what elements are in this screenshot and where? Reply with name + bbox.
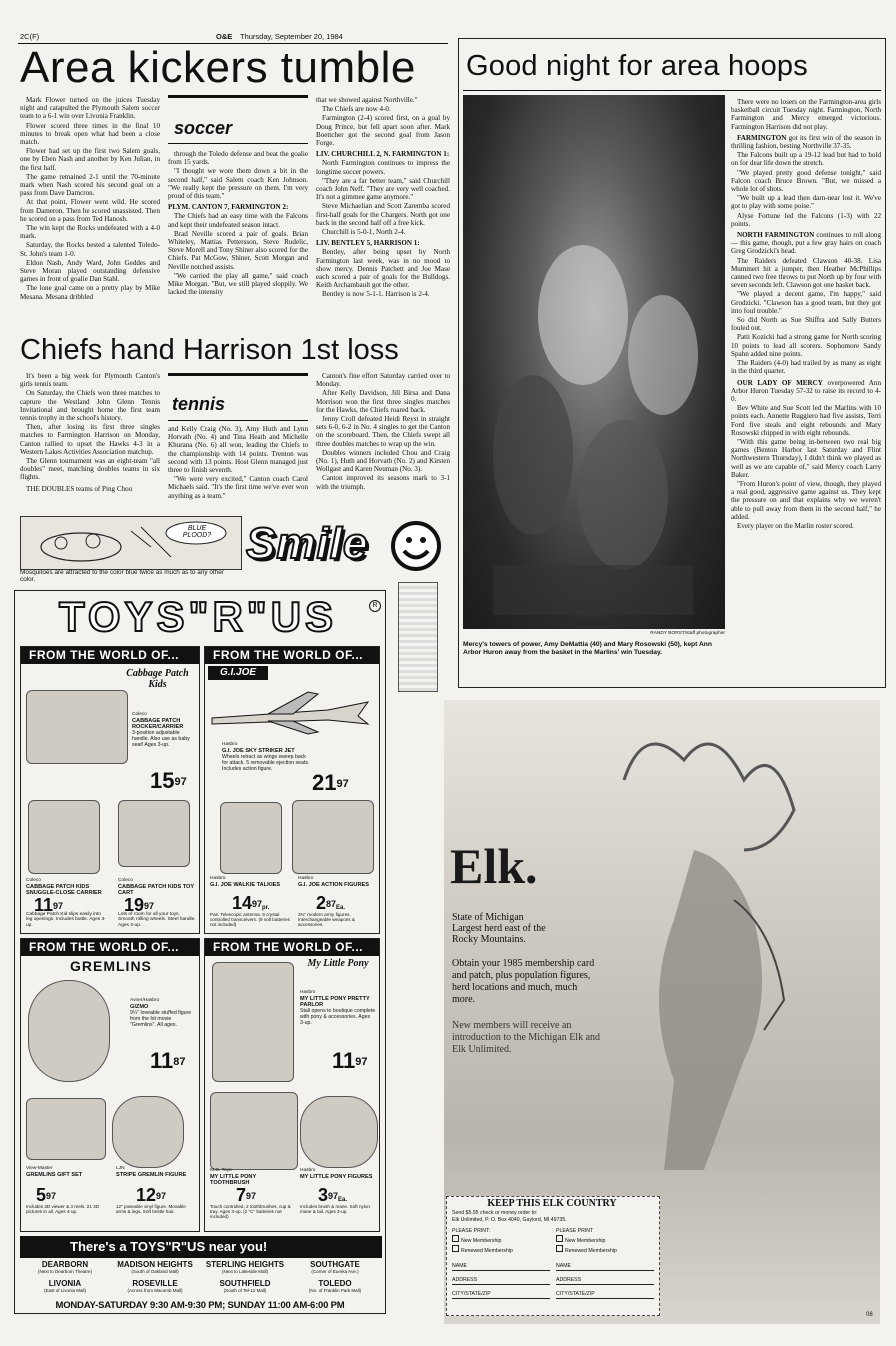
product-pony-figures: Hasbro MY LITTLE PONY FIGURES (300, 1168, 373, 1180)
product-pretty-parlor: Hasbro MY LITTLE PONY PRETTY PARLOR Stall opens to boutique complete with pony & accessories. Ages 3-up. (300, 990, 376, 1026)
store-madison-heights: MADISON HEIGHTS (South of Oakland Mall) (117, 1260, 193, 1274)
desc-stripe-figure: 12" poseable vinyl figure. Movable arms & legs. Soft bristle hair. (116, 1204, 186, 1215)
soccer-column-1: Mark Flower turned on the juices Tuesday night and catapulted the Plymouth Salem soccer team to a 6-1 win over Livonia Franklin. Flower scored three times in the final 10 minutes to break open what had been a close match. Flower had set up the first two Salem goals, one by Eben Nash and another by Ken Julian, in the first half. The game remained 2-1 until the 70-minute mark when Nash scored his second goal on a pass from Dave Damcron. At that point, Flower went wild. He scored from Dameron. Then he scored unassisted. Then he scored on a pass from Ted Hanosh. The win kept the Rocks undefeated with a 4-0 mark. Saturday, the Rocks bested a talented Toledo-St. John's team 1-0. Eldon Nash, Andy Ward, John Geddes and Steve Moran played outstanding defensive games in front of goalie Dan Stahl. The lone goal came on a pretty play by Mike Mesana. Mesana dribbled (20, 96, 160, 301)
coupon-send-line: Send $5.95 check or money order to: (452, 1210, 538, 1216)
product-rocker-carrier: Coleco CABBAGE PATCH ROCKER/CARRIER 3-position adjustable handle. Also use as baby seat! Ages 3-up. (132, 712, 190, 748)
store-toledo: TOLEDO (No. of Franklin Park Mall) (308, 1279, 362, 1293)
page-date: Thursday, September 20, 1984 (240, 32, 343, 41)
product-stripe-figure: LJN STRIPE GREMLIN FIGURE (116, 1166, 187, 1178)
tennis-label: tennis (172, 394, 226, 414)
smile-logo: Smile (246, 519, 369, 568)
price-stripe-figure: $12^{97}$ (136, 1185, 167, 1205)
store-southfield: SOUTHFIELD (South of Tel-12 Mall) (219, 1279, 271, 1293)
price-rocker-carrier: $15^{97}$ (150, 768, 187, 793)
registered-mark: R (369, 600, 381, 612)
soccer-column-3: that we showed against Northville." The Chiefs are now 4-0. Farmington (2-4) scored first, on a goal by Doug Prince, but fell apart soon after. Mark Boettcher got the second goal from Jason Forge. LIV. CHURCHILL 2, N. FARMINGTON 1: North Farmington continues to impress the longtime soccer powers. "They are a far better team," said Churchill coach John Neff. "They are very well coached. It's not a gimmee game anymore." Steve Michaelian and Scott Zaremba scored first-half goals for the Chargers. North got one back in the second half off a free kick. Churchill is 5-0-1, North 2-4. LIV. BENTLEY 5, HARRISON 1: Bentley, after being upset by North Farmington last week, was in no mood to show mercy. Dennis Patchett and Joe Mase each scored a pair of goals for the Bulldogs. Keith Archambault got the other. Bentley is now 5-1-1. Harrison is 2-4. (316, 96, 450, 299)
desc-walkie-talkies: Pair. Telescopic antenna. 9 crystal controlled transceivers. (9 volt batteries not included) (210, 912, 290, 928)
coupon-form-right: PLEASE PRINT New Membership Renewed Membership NAME ADDRESS CITY/STATE/ZIP (556, 1228, 654, 1299)
smile-cartoon (20, 516, 242, 570)
checkbox-renewed-membership-2[interactable] (556, 1245, 563, 1252)
smiley-face-icon (390, 520, 442, 572)
checkbox-new-membership[interactable] (452, 1235, 459, 1242)
tennis-headline: Chiefs hand Harrison 1st loss (20, 334, 399, 366)
desc-toy-cart: Lots of room for all your toys. Smooth rolling wheels. Steel handle. Ages 3-up. (118, 912, 196, 928)
price-sky-striker: $21^{97}$ (312, 770, 349, 795)
page-footer-mark: 08 (866, 1312, 873, 1318)
sky-striker-jet-illustration (208, 688, 376, 738)
city-state-zip-field-2[interactable]: CITY/STATE/ZIP (556, 1291, 654, 1299)
checkbox-renewed-membership[interactable] (452, 1245, 459, 1252)
near-you-text: There's a TOYS"R"US near you! (70, 1239, 268, 1254)
tennis-column-2: and Kelly Craig (No. 3), Amy Huth and Lynn Horvath (No. 4) and Tina Heath and Michelle Khurana (No. 6) all won, leading the Chiefs to the championship with 14 points. Trenton was second with 13 points. Host Glenn managed just three to finish seventh. "We were very excited," Canton coach Carol Michaels said. "It's the first time we've ever won anything as a team." (168, 425, 308, 500)
name-field[interactable]: NAME (452, 1263, 550, 1271)
tennis-column-3: Canton's fine effort Saturday carried over to Monday. After Kelly Davidson, Jill Birsa and Dana Morrison won the first three singles matches for the Hawks, the Chiefs roared back. Jenny Croll defeated Heidi Reyst in straight sets 6-0, 6-2 in No. 4 singles to get the Canton on the scoreboard. Then, the Chiefs swept all three doubles matches to wrap up the win. Doubles winners included Chou and Craig (No. 1), Huth and Horvath (No. 2) and Kirsten Wollgast and Karen Neuman (No. 3). Canton improved its seasons mark to 3-1 with the triumph. (316, 372, 450, 491)
elk-body-2: New members will receive an introduction to the Michigan Elk and Elk Unlimited. (452, 1020, 601, 1055)
price-pony-figures: $3^{97}Ea$. (318, 1185, 348, 1205)
pretty-parlor-illustration (212, 962, 294, 1082)
store-dearborn: DEARBORN (Next to Dearborn Theatre) (38, 1260, 92, 1274)
product-walkie-talkies: Hasbro G.I. JOE WALKIE TALKIES (210, 876, 281, 888)
section-header-1: FROM THE WORLD OF... (21, 647, 199, 664)
page-header (20, 30, 440, 42)
pony-figures-illustration (300, 1096, 378, 1168)
gremlins-logo: GREMLINS (70, 958, 152, 974)
product-toy-cart: Coleco CABBAGE PATCH KIDS TOY CART (118, 878, 195, 896)
basketball-photo (463, 95, 725, 629)
walkie-talkies-illustration (220, 802, 282, 874)
action-figures-illustration (292, 800, 374, 874)
section-header-4: FROM THE WORLD OF... (205, 939, 379, 956)
section-header-2: FROM THE WORLD OF... (205, 647, 379, 664)
rocker-carrier-illustration (26, 690, 128, 764)
product-gizmo: Avner/Hasbro GIZMO 9¼" loveable stuffed figure from the hit movie "Gremlins". All ages. (130, 998, 192, 1028)
address-field[interactable]: ADDRESS (452, 1277, 550, 1285)
gi-joe-logo: G.I.JOE (208, 666, 268, 680)
tennis-column-1: It's been a big week for Plymouth Canton's girls tennis team. On Saturday, the Chiefs won three matches to capture the Westland John Glenn Tennis Invitational and brought home the first team tennis trophy in the school's history. Then, after losing its first three singles matches to Farmington Harrison on Monday, Canton rallied to upset the Hawks 4-3 in a Western Lakes Activities Association matchup. The Glenn tournament was an eight-team "all doubles" meet, matching doubles teams in six flights. THE DOUBLES teams of Ping Chou (20, 372, 160, 493)
city-state-zip-field[interactable]: CITY/STATE/ZIP (452, 1291, 550, 1299)
soccer-headline: Area kickers tumble (20, 43, 416, 92)
desc-snuggle-carrier: Cabbage Patch Kid slips easily into leg openings. Includes bottle. Ages 3-up. (26, 912, 106, 928)
store-list (20, 1260, 382, 1298)
paper-name: O&E (216, 32, 233, 41)
desc-pony-figures: Includes brush & mane. Soft nylon mane & tail. Ages 3-up. (300, 1204, 370, 1215)
cabbage-patch-logo: Cabbage Patch Kids (126, 668, 189, 690)
store-roseville: ROSEVILLE (Across from Macomb Mall) (127, 1279, 183, 1293)
players-silhouette (463, 95, 725, 629)
price-pretty-parlor: $11^{97}$ (332, 1048, 368, 1073)
cartoon-bubble-text: BLUE PLOOD? (182, 525, 212, 539)
elk-title: Elk. (450, 838, 538, 894)
price-toothbrush: $7^{97}$ (236, 1185, 257, 1205)
store-southgate: SOUTHGATE (Corner of Eureka Ave.) (310, 1260, 360, 1274)
toothbrush-illustration (210, 1092, 298, 1170)
hoops-headline: Good night for area hoops (466, 50, 808, 82)
coupon-heading: KEEP THIS ELK COUNTRY (487, 1198, 617, 1209)
gizmo-illustration (28, 980, 110, 1082)
name-field-2[interactable]: NAME (556, 1263, 654, 1271)
my-little-pony-logo: My Little Pony (307, 958, 369, 969)
price-gift-set: $5^{97}$ (36, 1185, 57, 1205)
price-gizmo: $11^{87}$ (150, 1048, 186, 1073)
coupon-form-left: PLEASE PRINT: New Membership Renewed Membership NAME ADDRESS CITY/STATE/ZIP (452, 1228, 550, 1299)
store-livonia: LIVONIA (East of Livonia Mall) (43, 1279, 87, 1293)
price-toy-cart: $19^{97}$ (124, 895, 155, 915)
product-snuggle-carrier: Coleco CABBAGE PATCH KIDS SNUGGLE-CLOSE CARRIER (26, 878, 102, 896)
price-snuggle-carrier: $11^{97}$ (34, 895, 64, 915)
product-action-figures: Hasbro G.I. JOE ACTION FIGURES (298, 876, 369, 888)
desc-action-figures: 3¾" modern army figures. Interchangeable weapons & accessories. (298, 912, 355, 928)
product-toothbrush: M.G. Toys MY LITTLE PONY TOOTHBRUSH (210, 1168, 257, 1186)
product-gift-set: View-Master GREMLINS GIFT SET (26, 1166, 83, 1178)
coupon-address-line: Elk Unlimited, P. O. Box 4040, Gaylord, MI 49735. (452, 1217, 567, 1223)
soccer-label: soccer (174, 118, 233, 138)
smile-caption: Mosquitoes are attracted to the color blue twice as much as to any other color. (20, 569, 224, 584)
price-action-figures: $2^{87}Ea$. (316, 893, 346, 913)
store-sterling-heights: STERLING HEIGHTS (Next to Lakeside Mall) (205, 1260, 285, 1274)
ad-edge-sliver (398, 582, 438, 692)
hoops-column: There were no losers on the Farmington-area girls basketball circuit Tuesday night. Farmington, North Farmington and Mercy emerged victorious. Farmington Harrison did not play. FARMINGTON got its first win of the season in thrilling fashion, besting Northville 37-35. The Falcons built up a 19-12 lead but had to hold on for dear life down the stretch. "We played pretty good defense tonight," said Falcon coach Bruce Brown. "But, we missed a whole lot of shots. "We built up a lead then darn-near lost it. We've got to play with some poise." Alyse Fortune led the Falcons (1-3) with 22 points. NORTH FARMINGTON continues to roll along — this game, though, put a few gray hairs on coach Greg Grodzicki's head. The Raiders defeated Clawson 40-38. Lisa Mummert hit a jumper, then Heather McPhillips canned two free throws to put North up by four with seven seconds left. Clawson got one basket back. "We played a decent game, I'm happy," said Grodzicki. "Clawson has a good team, but they got into foul trouble." So did North as Sue Shiffra and Sally Butters fouled out. Patti Kozicki had a strong game for North scoring 10 points to lead all scorers. Sophomore Sandy Spahn added nine points. The Raiders (4-0) had trailed by as many as eight in the third quarter. OUR LADY OF MERCY overpowered Ann Arbor Huron Tuesday 57-32 to raise its record to 4-0. Bev White and Sue Scott led the Marlins with 10 points each. Annette Ruggiero had five assists, Terri Ford five steals and eight rebounds and Mary Rosowski chipped in with eight rebounds. "With this game being in-between two real big games (Benton Harbor last Saturday and Flint Northwestern Thursday), I didn't think we played as well as we are capable of," said Mercy coach Larry Baker. "From Huron's point of view, though, they played a real good, aggressive game against us. They kept the pressure on and that explains why we weren't able to pull away from them in the second half," he added. Every player on the Marlin roster scored. (731, 98, 881, 530)
soccer-column-2: through the Toledo defense and beat the goalie from 15 yards. "I thought we wore them down a bit in the second half," said Salem coach Ken Johnson. "We really kept the pressure on them. I'm very proud of this team." PLYM. CANTON 7, FARMINGTON 2: The Chiefs had an easy time with the Falcons and kept their undefeated season intact. Brad Neville scored a pair of goals. Brian Whiteley, Mattias Pettersson, Steve Rudelic, Steve Morell and Tony Shiner also scored for the Chiefs. Pat McGow, Shiner, Scott Morgan and Neville notched assists. "We carried the play all game," said coach Mike Morgan. "But, we still played sloppily. We lacked the intensity (168, 150, 308, 297)
section-header-3: FROM THE WORLD OF... (21, 939, 199, 956)
photo-caption: Mercy's towers of power, Amy DeMattia (40) and Mary Rosowski (50), kept Ann Arbor Huron away from the basket in the Marlins' win Tuesday. (463, 641, 712, 656)
snuggle-carrier-illustration (28, 800, 100, 874)
page-number: 2C(F) (20, 32, 40, 41)
price-walkie-talkies: $14^{97}pr$. (232, 893, 270, 913)
photo-credit: RANDY BORST/staff photographer (650, 631, 725, 636)
gift-set-illustration (26, 1098, 106, 1160)
product-sky-striker: Hasbro G.I. JOE SKY STRIKER JET Wheels retract as wings sweep back for attack. 5 removable ejection seats. Includes action figure. (222, 742, 310, 772)
elk-body: Obtain your 1985 membership card and patch, plus population figures, herd locations and much, much more. (452, 958, 595, 1005)
toys-brand-logo: TOYS"R"US (58, 593, 338, 640)
address-field-2[interactable]: ADDRESS (556, 1277, 654, 1285)
store-hours: MONDAY-SATURDAY 9:30 AM-9:30 PM; SUNDAY 11:00 AM-6:00 PM (55, 1300, 345, 1311)
desc-gift-set: Includes 3D viewer & 3 reels. 21 3D pictures in all. Ages 4-up. (26, 1204, 100, 1215)
toy-cart-illustration (118, 800, 190, 867)
elk-tagline: State of Michigan Largest herd east of the Rocky Mountains. (452, 912, 546, 945)
checkbox-new-membership-2[interactable] (556, 1235, 563, 1242)
desc-toothbrush: Touch controlled, 2 toothbrushes, cup & tray. Ages 3-up. (2 "C" batteries not included) (210, 1204, 291, 1220)
stripe-figure-illustration (112, 1096, 184, 1168)
